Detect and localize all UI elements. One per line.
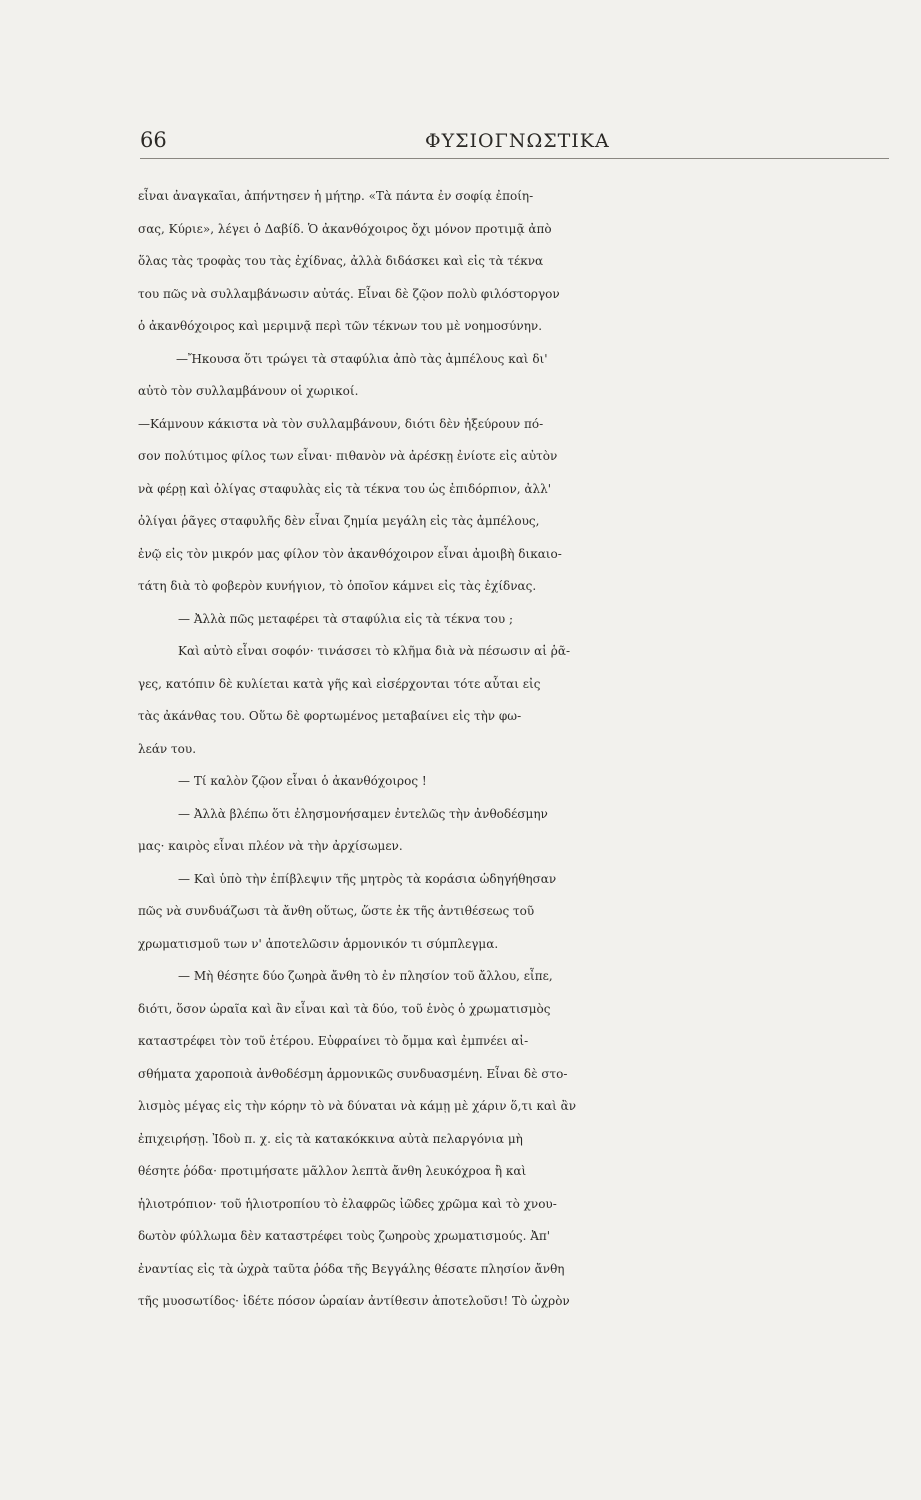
text-line: ὅλας τὰς τροφὰς του τὰς ἐχίδνας, ἀλλὰ διδάσκει καὶ εἰς τὰ τέκνα xyxy=(138,254,544,268)
text-line: τάτη διὰ τὸ φοβερὸν κυνήγιον, τὸ ὁποῖον κάμνει εἰς τὰς ἐχίδνας. xyxy=(138,579,537,593)
text-line: χρωματισμοῦ των ν' ἀποτελῶσιν ἁρμονικόν τι σύμπλεγμα. xyxy=(138,936,499,951)
text-line: Καὶ αὐτὸ εἶναι σοφόν· τινάσσει τὸ κλῆμα διὰ νὰ πέσωσιν αἱ ῥᾶ- xyxy=(178,644,571,658)
text-line: σας, Κύριε», λέγει ὁ Δαβίδ. Ὁ ἀκανθόχοιρος ὄχι μόνον προτιμᾷ ἀπὸ xyxy=(138,221,552,236)
text-line: νὰ φέρῃ καὶ ὀλίγας σταφυλὰς εἰς τὰ τέκνα του ὡς ἐπιδόρπιον, ἀλλ' xyxy=(138,481,551,496)
page-number: 66 xyxy=(140,128,167,152)
text-line: ἐπιχειρήσῃ. Ἰδοὺ π. χ. εἰς τὰ κατακόκκινα αὐτὰ πελαργόνια μὴ xyxy=(138,1131,523,1146)
text-line: λεάν του. xyxy=(138,741,197,756)
text-line: ἐνῷ εἰς τὸν μικρόν μας φίλον τὸν ἀκανθόχοιρον εἶναι ἀμοιβὴ δικαιο- xyxy=(138,546,562,561)
text-line: σον πολύτιμος φίλος των εἶναι· πιθανὸν νὰ ἀρέσκῃ ἐνίοτε εἰς αὐτὸν xyxy=(138,449,558,463)
text-line: γες, κατόπιν δὲ κυλίεται κατὰ γῆς καὶ εἰσέρχονται τότε αὗται εἰς xyxy=(138,676,541,691)
text-line: δωτὸν φύλλωμα δὲν καταστρέφει τοὺς ζωηροὺς χρωματισμούς. Ἀπ' xyxy=(138,1229,551,1243)
page-header xyxy=(140,128,889,159)
text-line: τῆς μυοσωτίδος· ἰδέτε πόσον ὡραίαν ἀντίθεσιν ἀποτελοῦσι! Τὸ ὠχρὸν xyxy=(138,1294,570,1308)
text-line: — Ἀλλὰ βλέπω ὅτι ἐλησμονήσαμεν ἐντελῶς τὴν ἀνθοδέσμην xyxy=(178,806,548,821)
text-line: εἶναι ἀναγκαῖαι, ἀπήντησεν ἡ μήτηρ. «Τὰ πάντα ἐν σοφίᾳ ἐποίη- xyxy=(138,189,534,203)
text-line: —Ἤκουσα ὅτι τρώγει τὰ σταφύλια ἀπὸ τὰς ἀμπέλους καὶ δι' xyxy=(176,351,548,366)
text-line: διότι, ὅσον ὡραῖα καὶ ἂν εἶναι καὶ τὰ δύο, τοῦ ἑνὸς ὁ χρωματισμὸς xyxy=(138,1001,551,1016)
text-line: ὀλίγαι ῥᾶγες σταφυλῆς δὲν εἶναι ζημία μεγάλη εἰς τὰς ἀμπέλους, xyxy=(138,514,540,528)
text-line: αὐτὸ τὸν συλλαμβάνουν οἱ χωρικοί. xyxy=(138,384,359,398)
text-line: ἐναντίας εἰς τὰ ὠχρὰ ταῦτα ῥόδα τῆς Βεγγάλης θέσατε πλησίον ἄνθη xyxy=(138,1261,565,1276)
running-title: ΦΥΣΙΟΓΝΩΣΤΙΚΑ xyxy=(425,130,610,152)
text-line: μας· καιρὸς εἶναι πλέον νὰ τὴν ἀρχίσωμεν. xyxy=(138,839,403,853)
text-line: σθήματα χαροποιὰ ἀνθοδέσμη ἁρμονικῶς συνδυασμένη. Εἶναι δὲ στο- xyxy=(138,1066,568,1081)
text-line: — Τί καλὸν ζῷον εἶναι ὁ ἀκανθόχοιρος ! xyxy=(178,774,427,788)
text-line: — Ἀλλὰ πῶς μεταφέρει τὰ σταφύλια εἰς τὰ τέκνα του ; xyxy=(178,611,513,626)
text-line: —Κάμνουν κάκιστα νὰ τὸν συλλαμβάνουν, διότι δὲν ἠξεύρουν πό- xyxy=(138,416,544,431)
text-line: ἡλιοτρόπιον· τοῦ ἡλιοτροπίου τὸ ἐλαφρῶς ἰῶδες χρῶμα καὶ τὸ χνου- xyxy=(138,1196,557,1211)
text-line: πῶς νὰ συνδυάζωσι τὰ ἄνθη οὕτως, ὥστε ἐκ τῆς ἀντιθέσεως τοῦ xyxy=(138,904,535,918)
body-text xyxy=(138,180,898,1318)
text-line: του πῶς νὰ συλλαμβάνωσιν αὐτάς. Εἶναι δὲ ζῷον πολὺ φιλόστοργον xyxy=(138,286,560,301)
text-line: — Μὴ θέσητε δύο ζωηρὰ ἄνθη τὸ ἐν πλησίον τοῦ ἄλλου, εἶπε, xyxy=(178,969,553,983)
text-line: θέσητε ῥόδα· προτιμήσατε μᾶλλον λεπτὰ ἄνθη λευκόχροα ἢ καὶ xyxy=(138,1164,527,1178)
text-line: τὰς ἀκάνθας του. Οὕτω δὲ φορτωμένος μεταβαίνει εἰς τὴν φω- xyxy=(138,709,522,723)
text-line: ὁ ἀκανθόχοιρος καὶ μεριμνᾷ περὶ τῶν τέκνων του μὲ νοημοσύνην. xyxy=(138,319,543,333)
text-line: λισμὸς μέγας εἰς τὴν κόρην τὸ νὰ δύναται νὰ κάμῃ μὲ χάριν ὅ,τι καὶ ἂν xyxy=(138,1099,577,1113)
text-line: — Καὶ ὑπὸ τὴν ἐπίβλεψιν τῆς μητρὸς τὰ κοράσια ὡδηγήθησαν xyxy=(178,871,557,886)
text-line: καταστρέφει τὸν τοῦ ἑτέρου. Εὐφραίνει τὸ ὄμμα καὶ ἐμπνέει αἰ- xyxy=(138,1034,529,1048)
